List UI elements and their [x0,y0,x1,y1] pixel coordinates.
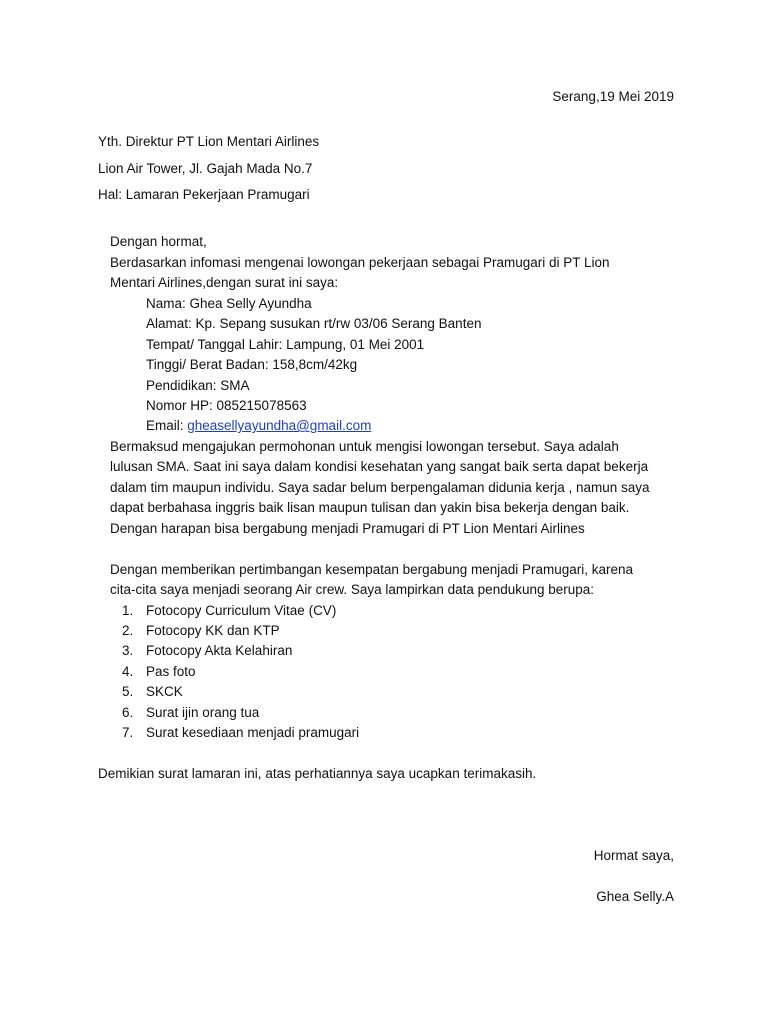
attachment-text: Fotocopy Akta Kelahiran [146,643,293,658]
detail-address: Alamat: Kp. Sepang susukan rt/rw 03/06 Serang Banten [146,316,482,331]
detail-education: Pendidikan: SMA [146,378,250,393]
attachment-text: Pas foto [146,664,196,679]
attachment-number: 7. [122,725,134,740]
attachment-number: 5. [122,684,134,699]
paragraph2-line-1: Dengan memberikan pertimbangan kesempatan bergabung menjadi Pramugari, karena [110,562,634,577]
attachment-number: 4. [122,664,134,679]
detail-name: Nama: Ghea Selly Ayundha [146,296,312,311]
intro-line-2: Mentari Airlines,dengan surat ini saya: [110,275,339,290]
detail-email [146,418,371,434]
attachment-item [122,684,183,700]
attachment-item [122,603,336,619]
attachment-number: 1. [122,603,134,618]
email-label: Email: [146,418,188,433]
paragraph1-line-5: Dengan harapan bisa bergabung menjadi Pramugari di PT Lion Mentari Airlines [110,521,585,536]
attachment-number: 3. [122,643,134,658]
recipient-line-2: Lion Air Tower, Jl. Gajah Mada No.7 [98,161,313,176]
signoff: Hormat saya, [593,848,674,863]
paragraph2-line-2: cita-cita saya menjadi seorang Air crew. Saya lampirkan data pendukung berupa: [110,582,595,597]
detail-birth: Tempat/ Tanggal Lahir: Lampung, 01 Mei 2001 [146,337,425,352]
attachment-item [122,623,280,639]
recipient-line-1: Yth. Direktur PT Lion Mentari Airlines [98,134,320,149]
attachment-item [122,664,196,680]
signature-name: Ghea Selly.A [596,889,674,904]
attachment-text: Fotocopy Curriculum Vitae (CV) [146,603,337,618]
detail-phone: Nomor HP: 085215078563 [146,398,307,413]
letter-subject: Hal: Lamaran Pekerjaan Pramugari [98,187,310,202]
paragraph1-line-2: lulusan SMA. Saat ini saya dalam kondisi kesehatan yang sangat baik serta dapat bekerja [110,459,649,474]
detail-height-weight: Tinggi/ Berat Badan: 158,8cm/42kg [146,357,358,372]
attachment-number: 6. [122,705,134,720]
greeting: Dengan hormat, [110,234,207,249]
attachment-item [122,725,359,741]
letter-date: Serang,19 Mei 2019 [552,89,674,104]
attachment-item [122,643,292,659]
intro-line-1: Berdasarkan infomasi mengenai lowongan pekerjaan sebagai Pramugari di PT Lion [110,255,610,270]
attachment-text: Fotocopy KK dan KTP [146,623,280,638]
attachment-text: Surat kesediaan menjadi pramugari [146,725,360,740]
paragraph1-line-3: dalam tim maupun individu. Saya sadar belum berpengalaman didunia kerja , namun saya [110,480,650,495]
paragraph1-line-4: dapat berbahasa inggris baik lisan maupun tulisan dan yakin bisa bekerja dengan baik. [110,500,630,515]
attachment-text: SKCK [146,684,183,699]
closing-statement: Demikian surat lamaran ini, atas perhatiannya saya ucapkan terimakasih. [98,766,537,781]
attachment-item [122,705,259,721]
email-link[interactable]: gheasellyayundha@gmail.com [187,418,372,433]
attachment-number: 2. [122,623,134,638]
attachment-text: Surat ijin orang tua [146,705,260,720]
paragraph1-line-1: Bermaksud mengajukan permohonan untuk mengisi lowongan tersebut. Saya adalah [110,439,619,454]
